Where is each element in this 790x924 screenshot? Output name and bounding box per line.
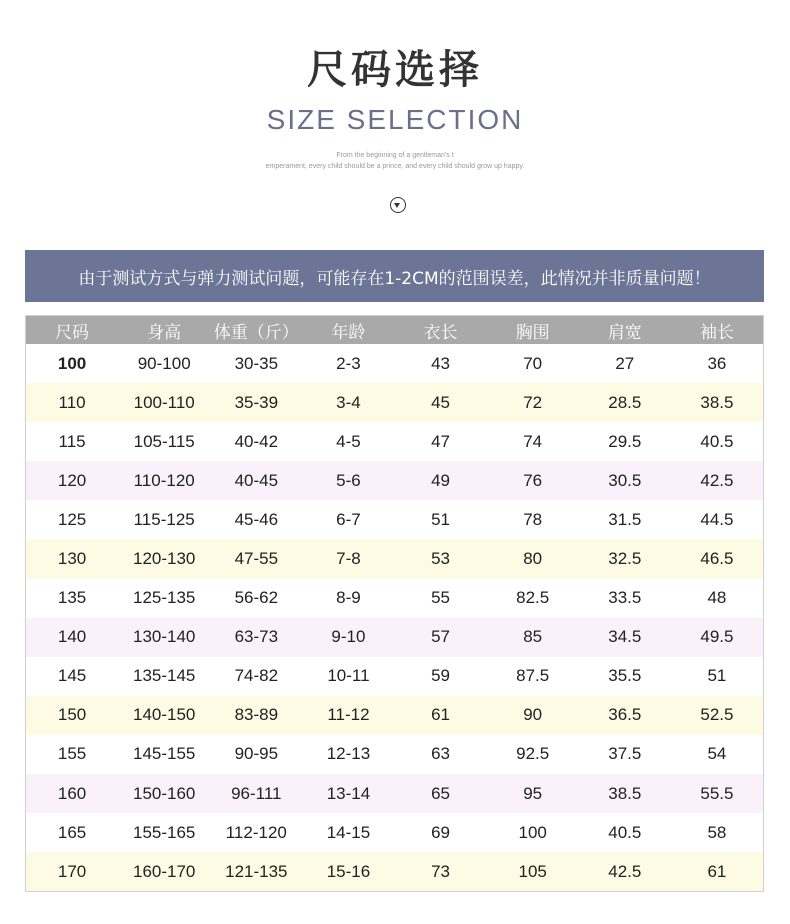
table-cell: 33.5 bbox=[608, 588, 642, 608]
column-header: 体重（斤） bbox=[210, 316, 302, 344]
table-cell: 140-150 bbox=[118, 696, 210, 735]
table-cell: 56-62 bbox=[234, 588, 279, 608]
table-cell: 15-16 bbox=[302, 852, 394, 891]
table-cell: 65 bbox=[395, 774, 487, 813]
table-cell: 47 bbox=[431, 431, 451, 451]
table-cell: 51 bbox=[431, 509, 451, 529]
table-cell: 112-120 bbox=[225, 822, 287, 842]
table-cell: 145-155 bbox=[132, 744, 196, 764]
table-cell: 85 bbox=[487, 618, 579, 657]
table-row bbox=[26, 696, 763, 735]
page-subtitle: SIZE SELECTION bbox=[266, 104, 524, 135]
column-header: 肩宽 bbox=[579, 316, 671, 344]
table-cell: 78 bbox=[523, 509, 543, 529]
tagline-line-2: emperament, every child should be a prince, and every child should grow up happy. bbox=[265, 163, 525, 170]
table-cell: 8-9 bbox=[336, 588, 361, 608]
table-cell: 80 bbox=[487, 539, 579, 578]
table-cell: 83-89 bbox=[210, 696, 302, 735]
table-cell: 70 bbox=[523, 353, 543, 373]
column-header: 袖长 bbox=[671, 316, 763, 344]
table-cell: 82.5 bbox=[516, 588, 550, 608]
table-cell: 92.5 bbox=[516, 744, 550, 764]
table-row bbox=[26, 579, 763, 618]
table-cell: 43 bbox=[431, 353, 451, 373]
table-cell: 120-130 bbox=[118, 539, 210, 578]
table-cell: 95 bbox=[487, 774, 579, 813]
table-cell: 150-160 bbox=[118, 774, 210, 813]
table-cell: 130 bbox=[26, 539, 118, 578]
table-row bbox=[26, 344, 763, 383]
table-row bbox=[26, 735, 763, 774]
table-cell: 38.5 bbox=[579, 774, 671, 813]
table-cell: 48 bbox=[707, 588, 727, 608]
table-cell: 58 bbox=[707, 822, 727, 842]
table-cell: 150 bbox=[26, 696, 118, 735]
table-cell: 40-42 bbox=[234, 431, 279, 451]
table-body bbox=[26, 344, 763, 891]
tagline-line-1: From the beginning of a gentleman's t bbox=[336, 152, 454, 159]
table-cell: 135 bbox=[57, 588, 87, 608]
table-cell: 35-39 bbox=[210, 383, 302, 422]
table-cell: 6-7 bbox=[336, 509, 361, 529]
table-cell: 54 bbox=[707, 744, 727, 764]
table-cell: 11-12 bbox=[302, 696, 394, 735]
table-cell: 32.5 bbox=[579, 539, 671, 578]
table-cell: 29.5 bbox=[608, 431, 642, 451]
table-row bbox=[26, 618, 763, 657]
table-header-row bbox=[26, 316, 763, 344]
column-header: 尺码 bbox=[26, 316, 118, 344]
page-title: 尺码选择 bbox=[307, 47, 483, 93]
notice-banner: 由于测试方式与弹力测试问题，可能存在1-2CM的范围误差，此情况并非质量问题！ bbox=[25, 250, 764, 302]
table-row bbox=[26, 461, 763, 500]
table-cell: 125-135 bbox=[132, 588, 196, 608]
table-cell: 2-3 bbox=[336, 353, 361, 373]
table-cell: 51 bbox=[707, 666, 727, 686]
table-cell: 27 bbox=[615, 353, 635, 373]
table-cell: 100 bbox=[518, 822, 547, 842]
table-cell: 69 bbox=[431, 822, 451, 842]
table-cell: 47-55 bbox=[210, 539, 302, 578]
table-cell: 130-140 bbox=[118, 618, 210, 657]
table-cell: 34.5 bbox=[579, 618, 671, 657]
table-cell: 37.5 bbox=[608, 744, 642, 764]
table-cell: 30.5 bbox=[579, 461, 671, 500]
table-cell: 40.5 bbox=[608, 822, 642, 842]
column-header: 身高 bbox=[118, 316, 210, 344]
table-cell: 44.5 bbox=[700, 509, 734, 529]
table-cell: 31.5 bbox=[608, 509, 642, 529]
chevron-down-circle-icon bbox=[390, 197, 406, 213]
table-cell: 28.5 bbox=[579, 383, 671, 422]
table-cell: 105 bbox=[487, 852, 579, 891]
table-cell: 170 bbox=[26, 852, 118, 891]
table-cell: 120 bbox=[26, 461, 118, 500]
table-cell: 90 bbox=[487, 696, 579, 735]
table-cell: 100 bbox=[57, 353, 87, 373]
table-cell: 140 bbox=[26, 618, 118, 657]
table-cell: 40.5 bbox=[700, 431, 734, 451]
table-cell: 36.5 bbox=[579, 696, 671, 735]
table-cell: 5-6 bbox=[302, 461, 394, 500]
table-cell: 90-95 bbox=[234, 744, 279, 764]
column-header: 胸围 bbox=[487, 316, 579, 344]
table-cell: 42.5 bbox=[579, 852, 671, 891]
table-cell: 61 bbox=[395, 696, 487, 735]
table-cell: 55 bbox=[431, 588, 451, 608]
table-cell: 100-110 bbox=[118, 383, 210, 422]
table-cell: 160 bbox=[26, 774, 118, 813]
table-cell: 74 bbox=[523, 431, 543, 451]
table-cell: 61 bbox=[671, 852, 763, 891]
table-cell: 125 bbox=[57, 509, 87, 529]
table-cell: 73 bbox=[395, 852, 487, 891]
table-cell: 145 bbox=[57, 666, 87, 686]
table-cell: 45 bbox=[395, 383, 487, 422]
size-table bbox=[25, 315, 764, 892]
table-cell: 155-165 bbox=[132, 822, 196, 842]
table-cell: 36 bbox=[707, 353, 727, 373]
table-cell: 45-46 bbox=[234, 509, 279, 529]
table-cell: 115 bbox=[58, 431, 86, 451]
table-cell: 40-45 bbox=[210, 461, 302, 500]
table-cell: 46.5 bbox=[671, 539, 763, 578]
table-cell: 87.5 bbox=[516, 666, 550, 686]
table-cell: 14-15 bbox=[326, 822, 371, 842]
table-cell: 72 bbox=[487, 383, 579, 422]
table-cell: 74-82 bbox=[234, 666, 279, 686]
table-cell: 30-35 bbox=[234, 353, 279, 373]
table-cell: 12-13 bbox=[326, 744, 371, 764]
table-cell: 7-8 bbox=[302, 539, 394, 578]
table-cell: 90-100 bbox=[137, 353, 191, 373]
table-cell: 110 bbox=[26, 383, 118, 422]
table-cell: 160-170 bbox=[118, 852, 210, 891]
table-cell: 49 bbox=[395, 461, 487, 500]
table-cell: 110-120 bbox=[118, 461, 210, 500]
table-cell: 52.5 bbox=[671, 696, 763, 735]
table-cell: 121-135 bbox=[210, 852, 302, 891]
table-cell: 135-145 bbox=[132, 666, 196, 686]
table-cell: 10-11 bbox=[327, 666, 370, 686]
table-cell: 9-10 bbox=[302, 618, 394, 657]
table-row bbox=[26, 852, 763, 891]
table-cell: 155 bbox=[57, 744, 87, 764]
column-header: 年龄 bbox=[302, 316, 394, 344]
table-cell: 13-14 bbox=[302, 774, 394, 813]
table-cell: 42.5 bbox=[671, 461, 763, 500]
table-cell: 165 bbox=[57, 822, 87, 842]
table-row bbox=[26, 500, 763, 539]
table-cell: 38.5 bbox=[671, 383, 763, 422]
table-row bbox=[26, 774, 763, 813]
table-row bbox=[26, 657, 763, 696]
table-row bbox=[26, 422, 763, 461]
table-cell: 49.5 bbox=[671, 618, 763, 657]
table-cell: 53 bbox=[395, 539, 487, 578]
table-cell: 55.5 bbox=[671, 774, 763, 813]
table-cell: 76 bbox=[487, 461, 579, 500]
table-row bbox=[26, 539, 763, 578]
table-cell: 115-125 bbox=[133, 509, 195, 529]
table-cell: 3-4 bbox=[302, 383, 394, 422]
table-row bbox=[26, 813, 763, 852]
table-cell: 63-73 bbox=[210, 618, 302, 657]
table-cell: 57 bbox=[395, 618, 487, 657]
table-row bbox=[26, 383, 763, 422]
table-cell: 59 bbox=[431, 666, 451, 686]
table-cell: 105-115 bbox=[133, 431, 195, 451]
table-cell: 63 bbox=[431, 744, 451, 764]
column-header: 衣长 bbox=[395, 316, 487, 344]
table-cell: 35.5 bbox=[608, 666, 642, 686]
table-cell: 4-5 bbox=[336, 431, 361, 451]
table-cell: 96-111 bbox=[210, 774, 302, 813]
